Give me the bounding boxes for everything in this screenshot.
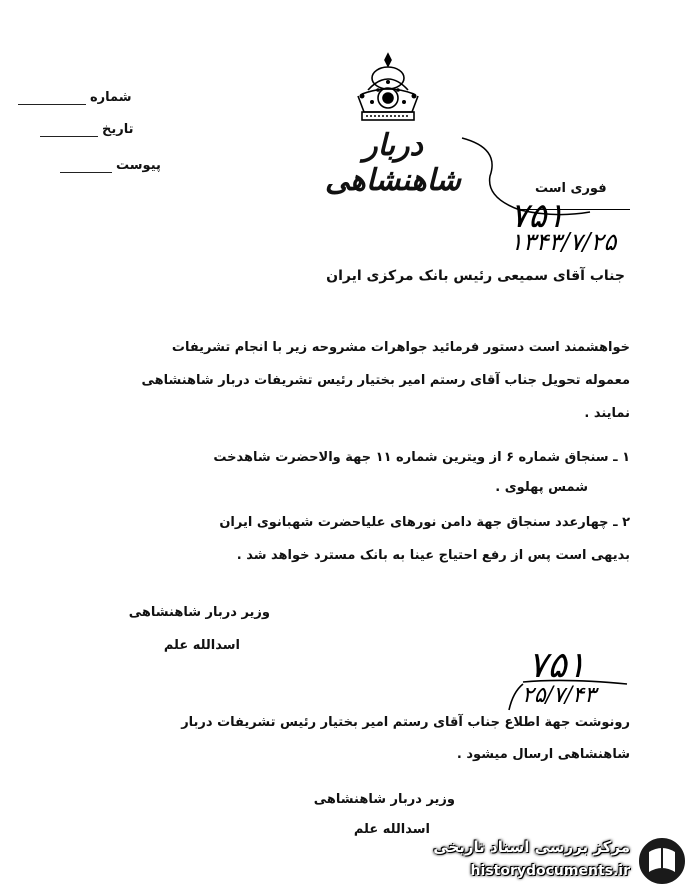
signoff-title: وزیر دربار شاهنشاهی bbox=[128, 605, 270, 620]
number-underline bbox=[520, 209, 630, 210]
addressee: جناب آقای سمیعی رئیس بانک مرکزی ایران bbox=[326, 268, 625, 284]
main-paragraph bbox=[105, 340, 630, 439]
item-text-cont: شمس پهلوی . bbox=[495, 480, 588, 495]
item-text-cont: بدیهی است پس از رفع احتیاج عینا به بانک مسترد خواهد شد . bbox=[236, 548, 630, 563]
attachment-field bbox=[60, 158, 161, 173]
list-item bbox=[105, 515, 630, 563]
handwritten-number: ۷۵۱ bbox=[510, 196, 565, 236]
copy-signoff-name: اسدالله علم bbox=[353, 822, 430, 837]
item-text: ـ سنجاق شماره ۶ از ویترین شماره ۱۱ جهة والاحضرت شاهدخت bbox=[213, 450, 618, 465]
number-field bbox=[18, 90, 132, 105]
copy-note-line: رونوشت جهة اطلاع جناب آقای رستم امیر بختیار رئیس تشریفات دربار bbox=[181, 715, 630, 730]
letterhead-title: دربار شاهنشاهی bbox=[325, 128, 461, 198]
date-field bbox=[40, 122, 134, 137]
crown-emblem-icon bbox=[348, 50, 428, 126]
watermark bbox=[405, 832, 693, 890]
handwritten-date: ۱۳۴۳/۷/۲۵ bbox=[510, 228, 617, 256]
watermark-title: مرکز بررسی اسناد تاریخی bbox=[433, 838, 630, 856]
item-number: ۱ bbox=[622, 450, 630, 465]
watermark-logo-icon bbox=[635, 834, 689, 888]
attachment-label: پیوست bbox=[116, 158, 161, 173]
urgency-label: فوری است bbox=[535, 181, 607, 196]
copy-note bbox=[105, 715, 630, 762]
list-item bbox=[105, 450, 630, 495]
item-text: ـ چهارعدد سنجاق جهة دامن نورهای علیاحضرت شهبانوی ایران bbox=[219, 515, 618, 530]
footer-handwritten-number: ۷۵۱ bbox=[528, 645, 587, 686]
signoff-name: اسدالله علم bbox=[163, 638, 240, 653]
paragraph-line: معموله تحویل جناب آقای رستم امیر بختیار رئیس تشریفات دربار شاهنشاهی bbox=[141, 373, 630, 388]
number-blank bbox=[18, 92, 86, 105]
copy-signoff-title: وزیر دربار شاهنشاهی bbox=[313, 792, 455, 807]
paragraph-line: خواهشمند است دستور فرمائید جواهرات مشروحه زیر با انجام تشریفات bbox=[171, 340, 630, 355]
copy-note-line: شاهنشاهی ارسال میشود . bbox=[456, 747, 630, 762]
watermark-url: historydocuments.ir bbox=[470, 863, 630, 879]
paragraph-line: نمایند . bbox=[584, 406, 630, 421]
attachment-blank bbox=[60, 160, 112, 173]
date-blank bbox=[40, 124, 98, 137]
footer-handwritten-date: ۲۵/۷/۴۳ bbox=[522, 683, 596, 708]
date-label: تاریخ bbox=[102, 122, 134, 137]
item-number: ۲ bbox=[622, 515, 630, 530]
number-label: شماره bbox=[90, 90, 132, 105]
